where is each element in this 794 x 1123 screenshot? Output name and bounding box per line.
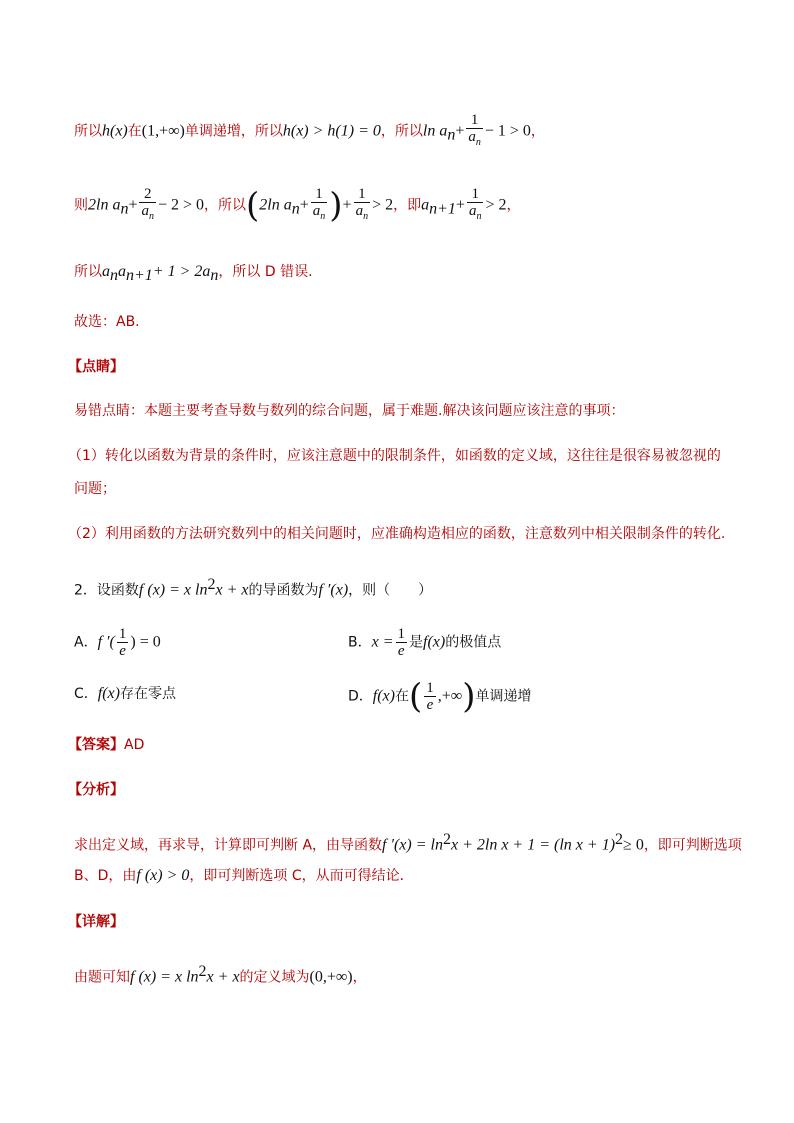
text: 的极值点 [445,634,502,651]
text: 的导函数为 [248,582,319,599]
denominator [311,202,328,225]
math: a [102,263,110,280]
text: ， [352,969,367,986]
text: ，即可判断选项 [643,837,742,854]
math-sub: n [447,126,456,144]
math-sup: 2 [198,963,207,980]
numerator: 1 [397,626,406,642]
option-b [348,626,501,659]
math: x + x [215,581,249,599]
math-sub: n [120,200,129,218]
den-sub: n [475,137,481,148]
denominator [467,202,484,225]
math-sup: 2 [615,831,624,848]
option-label: A． [74,634,98,651]
math: + [299,196,309,214]
math: ) = 0 [130,633,161,651]
math: > 2 [485,196,507,214]
math: a [118,263,126,280]
math: − 2 > 0 [157,196,205,214]
text: ，即 [393,197,422,214]
option-d [348,676,532,717]
numerator: 1 [470,112,479,128]
math-sub: n+1 [429,200,456,218]
den-sub: n [148,211,154,222]
option-a [74,626,161,659]
math-sub: n [291,200,300,218]
math: f(x) [372,687,395,705]
den-text: a [355,203,364,219]
left-paren: ( [408,676,423,717]
math: f (x) = x ln [130,968,199,986]
question-2 [74,575,432,601]
text: 所以 [74,123,102,140]
section-tag-fenxi: 【分析】 [68,782,124,798]
option-label: B． [348,634,372,651]
math-sup: 2 [207,576,216,593]
text: ，所以 D 错误. [218,264,313,280]
text: 求出定义域，再求导，计算即可判断 A，由导函数 [74,837,383,854]
text: ，则（ ） [348,582,433,599]
text: 单调递增 [475,688,532,705]
math: ln a [422,122,448,140]
math: + 1 > 2a [152,263,211,280]
math: (0,+∞) [309,968,353,986]
math: f(x) [423,633,446,651]
text: 是 [409,634,424,651]
math: + [128,196,138,214]
denominator [466,128,483,151]
text: 2．设函数 [74,582,139,599]
denominator [354,202,371,225]
fraction [311,186,328,225]
solution-line-1 [74,112,545,151]
fraction [139,186,156,225]
math: f(x) [97,685,120,702]
math: + [455,122,465,140]
option-label: D． [348,688,373,705]
text: 在 [127,123,142,140]
section-tag-answer: 【答案】 [68,737,124,753]
text: 的定义域为 [239,969,310,986]
text: 存在零点 [119,686,176,702]
numerator: 2 [143,186,152,202]
numerator: 1 [471,186,479,202]
den-sub: n [476,211,482,222]
text: 则 [74,197,88,214]
fraction [117,626,129,659]
denominator [139,202,156,225]
math: ,+∞ [437,687,463,705]
den-text: a [141,203,149,219]
math: 2ln a [88,196,121,214]
fraction [396,626,408,659]
math-sub: n+1 [126,266,153,284]
math: x = [371,633,394,651]
solution-line-3 [74,262,313,286]
text: 单调递增，所以 [184,123,283,140]
math: + [455,196,465,214]
fraction [467,186,484,225]
right-paren: ) [462,676,476,717]
text: ， [530,123,545,140]
math: f ′(x) [318,581,349,599]
math-sup: 2 [442,831,451,848]
text: 由题可知 [74,969,130,986]
den-text: a [468,203,477,219]
solution-line-2 [74,186,520,225]
den-sub: n [320,211,326,222]
section-tag-xiangjie: 【详解】 [68,914,124,930]
numerator: 1 [315,186,323,202]
math: f (x) > 0 [136,867,190,884]
math: f ′( [97,633,115,651]
answer-line [68,735,144,755]
text: ，所以 [380,123,423,140]
math: h(x) [102,122,128,140]
numerator: 1 [118,626,127,642]
answer-choice-line: 故选：AB. [74,314,140,330]
note-paragraph-1: 易错点睛：本题主要考查导数与数列的综合问题，属于难题.解决该问题应该注意的事项： [74,403,625,419]
math-sub: n [110,266,118,284]
math: x + x [206,968,240,986]
fraction [354,186,371,225]
fraction [466,112,483,151]
analysis-line-1 [74,830,742,856]
text: ，即可判断选项 C，从而可得结论． [189,868,414,884]
text: ， [506,197,521,214]
note-paragraph-2b: 问题； [74,481,116,497]
answer-value: AD [124,737,145,753]
note-paragraph-3: （2）利用函数的方法研究数列中的相关问题时，应准确构造相应的函数，注意数列中相关限制条件的转化. [68,526,726,542]
math: ≥ 0 [623,836,644,854]
note-paragraph-2a: （1）转化以函数为背景的条件时，应该注意题中的限制条件，如函数的定义域，这往往是很容易被忽视的 [68,448,721,464]
denominator: e [396,642,408,659]
option-c [74,684,176,704]
text: 所以 [74,264,102,280]
denominator: e [424,696,436,713]
detail-line-1 [74,962,367,988]
section-tag-dianjing: 【点睛】 [68,359,124,375]
text: B、D，由 [74,868,137,884]
den-text: a [312,203,321,219]
numerator: 1 [358,186,366,202]
math: a [421,196,430,214]
math: h(x) > h(1) = 0 [282,122,381,140]
denominator: e [117,642,129,659]
math: x + 2ln x + 1 = (ln x + 1) [450,836,616,854]
numerator: 1 [426,680,434,696]
fraction [424,680,436,713]
text: 在 [394,688,409,705]
left-paren: ( [246,185,260,226]
right-paren: ) [329,185,343,226]
text: ，所以 [204,197,247,214]
math: 2ln a [259,196,292,214]
math: > 2 [372,196,394,214]
math: f (x) = x ln [138,581,208,599]
den-sub: n [363,211,369,222]
option-label: C． [74,686,98,702]
math: (1,+∞) [141,122,185,140]
math: + [342,196,352,214]
math: f ′(x) = ln [382,836,443,854]
den-text: a [468,129,476,145]
math: − 1 > 0 [484,122,531,140]
math-sub: n [210,266,219,284]
analysis-line-2 [74,866,414,886]
